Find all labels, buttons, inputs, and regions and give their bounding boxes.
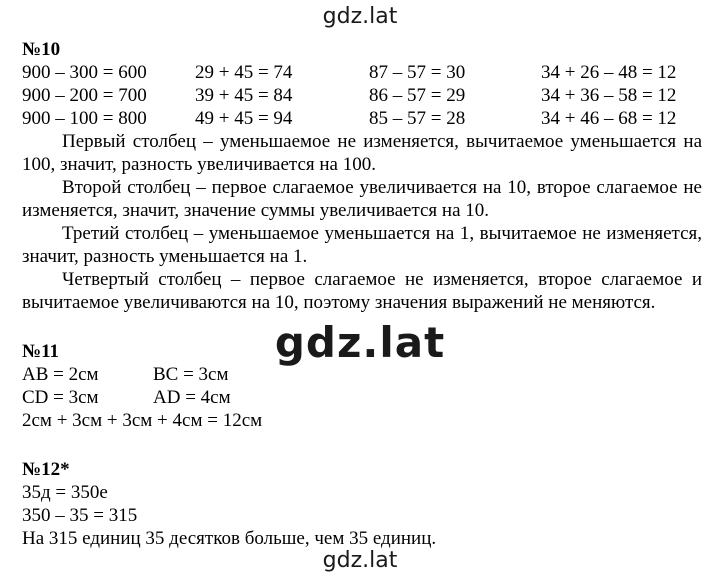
equation: 34 + 26 – 48 = 12 xyxy=(541,62,677,83)
task-12-title: №12* xyxy=(22,459,70,480)
equation: 86 – 57 = 29 xyxy=(369,85,466,106)
solution-line: На 315 единиц 35 десятков больше, чем 35 единиц. xyxy=(22,528,437,549)
task-11-title: №11 xyxy=(22,341,60,362)
equation-row xyxy=(22,84,702,107)
watermark-middle: gdz.lat xyxy=(274,318,446,367)
segment-row xyxy=(22,363,702,386)
segment-length: AD = 4см xyxy=(153,387,231,408)
explanation-paragraph: Третий столбец – уменьшаемое уменьшается на 1, вычитаемое не изменяется, значит, разность уменьшается на 1. xyxy=(22,223,702,267)
perimeter-sum: 2см + 3см + 3см + 4см = 12см xyxy=(22,410,263,431)
watermark-bottom: gdz.lat xyxy=(322,548,398,573)
explanation-paragraph: Второй столбец – первое слагаемое увеличивается на 10, второе слагаемое не изменяется, значит, значение суммы увеличивается на 10. xyxy=(22,177,702,221)
equation: 85 – 57 = 28 xyxy=(369,108,466,129)
equation: 29 + 45 = 74 xyxy=(195,62,293,83)
equation: 39 + 45 = 84 xyxy=(195,85,293,106)
watermark-top: gdz.lat xyxy=(322,4,398,29)
explanation-paragraph: Первый столбец – уменьшаемое не изменяется, вычитаемое уменьшается на 100, значит, разность увеличивается на 100. xyxy=(22,131,702,175)
segment-length: BC = 3см xyxy=(153,364,229,385)
equation: 87 – 57 = 30 xyxy=(369,62,466,83)
equation-row xyxy=(22,61,702,84)
explanation-paragraph: Четвертый столбец – первое слагаемое не изменяется, второе слагаемое и вычитаемое увеличиваются на 10, поэтому значения выражений не меняются. xyxy=(22,269,702,313)
equation: 900 – 200 = 700 xyxy=(22,85,147,106)
segment-length: CD = 3см xyxy=(22,387,99,408)
equation: 49 + 45 = 94 xyxy=(195,108,293,129)
task-10-title: №10 xyxy=(22,39,61,60)
equation: 34 + 46 – 68 = 12 xyxy=(541,108,677,129)
equation: 34 + 36 – 58 = 12 xyxy=(541,85,677,106)
equation-row xyxy=(22,107,702,130)
solution-document xyxy=(22,38,702,550)
segment-row xyxy=(22,386,702,409)
solution-line: 350 – 35 = 315 xyxy=(22,505,138,526)
equation: 900 – 100 = 800 xyxy=(22,108,147,129)
equation: 900 – 300 = 600 xyxy=(22,62,147,83)
segment-length: AB = 2см xyxy=(22,364,99,385)
solution-line: 35д = 350е xyxy=(22,482,108,503)
